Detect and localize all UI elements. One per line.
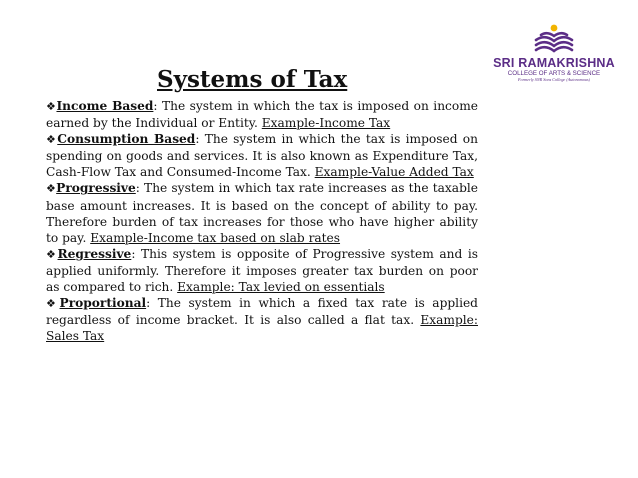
list-item-progressive [46,180,478,245]
term-label: Proportional [59,296,147,311]
term-punct: : [135,181,140,196]
item-example: Example: Sales Tax [46,313,478,344]
slide-title: Systems of Tax [157,66,348,93]
diamond-bullet-icon: ❖ [46,133,58,147]
term-label: Regressive [57,246,132,261]
college-subtitle: COLLEGE OF ARTS & SCIENCE [507,70,601,77]
diamond-bullet-icon: ❖ [46,297,60,311]
item-description: This system is opposite of Progressive system and is applied uniformly. Therefore it imposes greater tax burden on poor as compared to rich. [46,246,478,295]
term-label: Consumption Based [57,132,196,147]
item-description: The system in which tax rate increases as the taxable base amount increases. It is based on the concept of ability to pay. Therefore burden of tax increases for those who have higher ability to pay. [46,181,478,245]
list-item-proportional [46,295,478,344]
college-name: SRI RAMAKRISHNA [493,56,615,70]
item-example: Example: Tax levied on essentials [177,280,385,295]
diamond-bullet-icon: ❖ [46,100,57,113]
diamond-bullet-icon: ❖ [46,247,58,261]
open-book-emblem-icon [532,22,576,56]
item-example: Example-Income Tax [261,116,391,131]
item-example: Example-Value Added Tax [314,165,474,180]
term-punct: : [153,99,158,113]
tax-systems-list [46,98,478,344]
item-description: The system in which a fixed tax rate is applied regardless of income bracket. It is also called a flat tax. [46,296,478,328]
diamond-bullet-icon: ❖ [46,182,57,196]
college-tagline: Formerly SNR Sons College (Autonomous) [517,77,591,82]
term-punct: : [131,246,136,261]
term-punct: : [195,132,200,147]
item-description: The system in which the tax is imposed on spending on goods and services. It is also known as Expenditure Tax, Cash-Flow Tax and Consumed-Income Tax. [46,132,478,180]
term-label: Income Based [56,99,154,113]
term-label: Progressive [56,181,136,196]
item-example: Example-Income tax based on slab rates [90,230,341,245]
item-description: The system in which the tax is imposed on income earned by the Individual or Entity. [46,99,478,131]
term-punct: : [146,296,151,311]
college-logo [486,22,622,94]
list-item-regressive [46,246,478,295]
list-item-consumption-based [46,131,478,180]
list-item-income-based [46,98,478,131]
